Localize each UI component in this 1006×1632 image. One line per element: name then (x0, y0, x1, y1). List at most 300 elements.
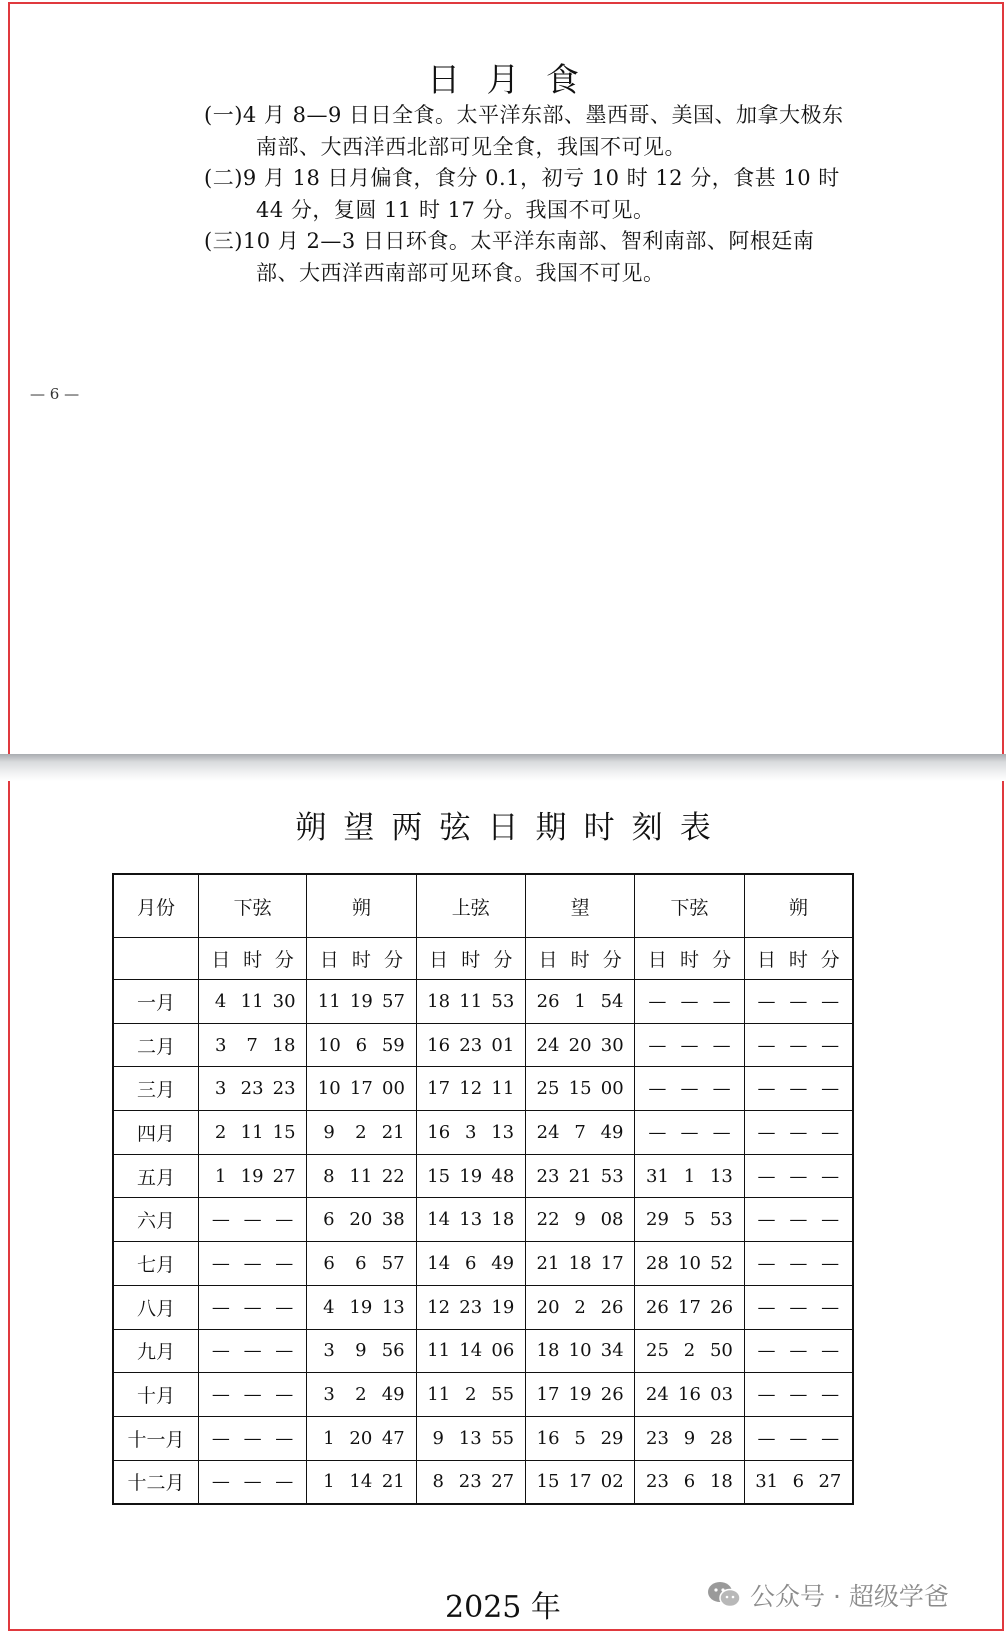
day-hour-minute-subheader (416, 938, 525, 980)
time-value: 7 (246, 1034, 258, 1056)
time-value: 23 (459, 1296, 483, 1318)
time-value: 10 (678, 1252, 701, 1274)
subheader-label: 日 (429, 949, 449, 971)
time-value: 18 (536, 1340, 560, 1362)
phase-time-cell (635, 1198, 744, 1242)
subheader-label: 时 (679, 949, 699, 971)
time-value: — (757, 1078, 776, 1100)
month-cell: 九月 (113, 1329, 199, 1373)
time-value: 8 (323, 1165, 335, 1187)
time-value: — (275, 1296, 294, 1318)
time-value: 17 (600, 1252, 624, 1274)
phase-time-cell (635, 1111, 744, 1155)
time-value: 53 (491, 990, 515, 1012)
time-value: — (789, 1252, 808, 1274)
time-value: 03 (710, 1384, 734, 1406)
time-value: 20 (349, 1427, 373, 1449)
phase-time-cell (744, 1329, 853, 1373)
time-value: 17 (427, 1078, 451, 1100)
phase-time-cell (635, 1067, 744, 1111)
time-value: 27 (491, 1471, 515, 1493)
time-value: — (789, 1296, 808, 1318)
time-value: 38 (381, 1209, 405, 1231)
time-value: 16 (427, 1034, 451, 1056)
time-value: 2 (355, 1121, 367, 1143)
subheader-label: 日 (211, 949, 231, 971)
time-value: 16 (427, 1121, 451, 1143)
phase-time-cell (307, 980, 416, 1024)
subheader-label: 时 (351, 949, 371, 971)
month-cell: 十月 (113, 1373, 199, 1417)
time-value: — (789, 1340, 808, 1362)
time-value: 10 (317, 1078, 341, 1100)
time-value: 25 (536, 1078, 560, 1100)
phase-time-cell (744, 1111, 853, 1155)
time-value: 6 (355, 1034, 368, 1056)
time-value: 15 (427, 1165, 451, 1187)
phase-time-cell (744, 1285, 853, 1329)
table-subheader-row (113, 938, 853, 980)
phase-time-cell (744, 1416, 853, 1460)
month-cell: 五月 (113, 1154, 199, 1198)
phase-time-cell (635, 1416, 744, 1460)
time-value: 13 (709, 1165, 733, 1187)
time-value: 06 (491, 1340, 515, 1362)
time-value: 29 (600, 1427, 624, 1449)
phase-time-cell (199, 1460, 307, 1504)
time-value: — (243, 1384, 262, 1406)
time-value: 1 (683, 1165, 696, 1187)
time-value: 17 (536, 1384, 560, 1406)
time-value: 27 (272, 1165, 296, 1187)
time-value: 12 (427, 1296, 451, 1318)
time-value: — (243, 1427, 262, 1449)
time-value: 25 (646, 1340, 669, 1362)
time-value: 20 (568, 1034, 592, 1056)
phase-time-cell (307, 1460, 416, 1504)
phase-time-cell (199, 1285, 307, 1329)
time-value: 56 (381, 1340, 405, 1362)
time-value: 9 (355, 1340, 367, 1362)
column-header: 朔 (744, 874, 853, 938)
time-value: 23 (272, 1078, 296, 1100)
time-value: 6 (464, 1252, 477, 1274)
time-value: 31 (646, 1165, 669, 1187)
subheader-label: 分 (383, 949, 403, 971)
time-value: — (821, 990, 840, 1012)
time-value: 11 (427, 1384, 451, 1406)
time-value: — (211, 1471, 230, 1493)
time-value: 55 (491, 1427, 515, 1449)
time-value: — (712, 1121, 731, 1143)
time-value: 00 (382, 1078, 405, 1100)
time-value: — (712, 1078, 731, 1100)
time-value: — (648, 1121, 667, 1143)
time-value: — (757, 1296, 776, 1318)
eclipse-item: (二)9 月 18 日月偏食，食分 0.1，初亏 10 时 12 分，食甚 10 时 44 分，复圆 11 时 17 分。我国不可见。 (204, 166, 840, 222)
time-value: — (712, 990, 731, 1012)
phase-time-cell (525, 1111, 634, 1155)
time-value: 5 (683, 1209, 696, 1231)
time-value: — (821, 1209, 840, 1231)
time-value: — (275, 1384, 294, 1406)
phase-time-cell (416, 1285, 525, 1329)
phase-time-cell (525, 1067, 634, 1111)
time-value: 9 (683, 1427, 696, 1449)
year-footer: 2025 年 (445, 1590, 561, 1625)
time-value: 19 (491, 1296, 515, 1318)
time-value: 10 (568, 1340, 592, 1362)
subheader-label: 分 (274, 949, 294, 971)
time-value: — (243, 1471, 262, 1493)
time-value: 18 (491, 1209, 515, 1231)
time-value: 49 (491, 1252, 515, 1274)
phase-time-cell (525, 1154, 634, 1198)
time-value: 13 (459, 1209, 483, 1231)
day-hour-minute-subheader (525, 938, 634, 980)
time-value: — (789, 1427, 808, 1449)
table-row (113, 1198, 853, 1242)
time-value: 6 (683, 1471, 696, 1493)
time-value: 19 (349, 1296, 373, 1318)
phase-time-cell (744, 1373, 853, 1417)
time-value: — (821, 1296, 840, 1318)
time-value: 1 (574, 990, 586, 1012)
time-value: 31 (755, 1471, 779, 1493)
phase-time-cell (307, 1242, 416, 1286)
time-value: 2 (464, 1384, 477, 1406)
subheader-label: 日 (538, 949, 558, 971)
time-value: — (757, 990, 776, 1012)
time-value: 08 (600, 1209, 624, 1231)
time-value: 02 (600, 1471, 624, 1493)
month-cell: 六月 (113, 1198, 199, 1242)
time-value: 22 (381, 1165, 405, 1187)
time-value: 26 (536, 990, 560, 1012)
time-value: 14 (349, 1471, 373, 1493)
time-value: — (821, 1340, 840, 1362)
time-value: 47 (381, 1427, 405, 1449)
time-value: — (211, 1252, 230, 1274)
time-value: — (821, 1121, 840, 1143)
time-value: — (821, 1165, 840, 1187)
month-cell: 八月 (113, 1285, 199, 1329)
time-value: 4 (323, 1296, 335, 1318)
phase-time-cell (307, 1067, 416, 1111)
time-value: 6 (323, 1209, 335, 1231)
phase-time-cell (199, 1198, 307, 1242)
month-cell: 十二月 (113, 1460, 199, 1504)
phase-time-cell (635, 1023, 744, 1067)
time-value: 6 (355, 1252, 367, 1274)
time-value: 59 (381, 1034, 405, 1056)
time-value: — (757, 1252, 776, 1274)
phase-time-cell (744, 1067, 853, 1111)
time-value: — (757, 1427, 776, 1449)
phase-time-cell (525, 980, 634, 1024)
phase-time-cell (525, 1416, 634, 1460)
eclipse-list (204, 100, 844, 289)
time-value: 17 (349, 1078, 373, 1100)
phase-time-cell (416, 1067, 525, 1111)
time-value: — (648, 1034, 667, 1056)
time-value: 18 (272, 1034, 296, 1056)
empty-header-cell (113, 938, 199, 980)
phase-time-cell (525, 1373, 634, 1417)
time-value: 24 (536, 1034, 560, 1056)
time-value: 57 (382, 990, 405, 1012)
time-value: 52 (710, 1252, 734, 1274)
time-value: 13 (381, 1296, 405, 1318)
time-value: 00 (600, 1078, 624, 1100)
phase-time-cell (199, 1373, 307, 1417)
time-value: — (789, 1165, 808, 1187)
eclipse-section-title: 日月食 (427, 60, 606, 99)
phase-time-cell (199, 1154, 307, 1198)
phase-time-cell (744, 1023, 853, 1067)
subheader-label: 时 (461, 949, 481, 971)
phase-time-cell (307, 1023, 416, 1067)
month-cell: 二月 (113, 1023, 199, 1067)
time-value: 22 (536, 1209, 560, 1231)
time-value: — (789, 1034, 808, 1056)
subheader-label: 时 (788, 949, 808, 971)
column-header: 上弦 (416, 874, 525, 938)
phase-time-cell (307, 1416, 416, 1460)
time-value: 55 (491, 1384, 515, 1406)
time-value: — (821, 1078, 840, 1100)
subheader-label: 日 (647, 949, 667, 971)
time-value: 26 (600, 1296, 624, 1318)
time-value: 50 (709, 1340, 733, 1362)
phase-time-cell (744, 1154, 853, 1198)
time-value: — (757, 1121, 776, 1143)
time-value: 8 (432, 1471, 444, 1493)
time-value: — (275, 1209, 294, 1231)
time-value: 24 (536, 1121, 560, 1143)
time-value: 13 (491, 1121, 515, 1143)
table-row (113, 1373, 853, 1417)
time-value: 21 (568, 1165, 592, 1187)
time-value: 15 (568, 1078, 592, 1100)
time-value: — (680, 1121, 699, 1143)
time-value: 15 (272, 1121, 296, 1143)
day-hour-minute-subheader (199, 938, 307, 980)
time-value: 11 (240, 990, 264, 1012)
time-value: 16 (678, 1384, 701, 1406)
phase-time-cell (199, 1067, 307, 1111)
phase-time-cell (307, 1373, 416, 1417)
time-value: 14 (427, 1209, 451, 1231)
time-value: — (757, 1384, 776, 1406)
subheader-label: 日 (757, 949, 777, 971)
time-value: — (243, 1340, 262, 1362)
time-value: — (648, 990, 667, 1012)
time-value: 26 (710, 1296, 734, 1318)
time-value: — (275, 1427, 294, 1449)
time-value: — (275, 1340, 294, 1362)
table-header-row (113, 874, 853, 938)
table-row (113, 1460, 853, 1504)
column-header: 望 (525, 874, 634, 938)
time-value: 14 (427, 1252, 451, 1274)
phase-time-cell (199, 1023, 307, 1067)
time-value: 54 (600, 990, 624, 1012)
watermark (706, 1577, 949, 1613)
time-value: 10 (317, 1034, 341, 1056)
time-value: 11 (317, 990, 341, 1012)
time-value: — (648, 1078, 667, 1100)
phase-time-cell (635, 1373, 744, 1417)
page-divider (0, 754, 1006, 781)
time-value: 9 (574, 1209, 586, 1231)
time-value: 2 (214, 1121, 227, 1143)
time-value: 24 (645, 1384, 669, 1406)
month-cell: 三月 (113, 1067, 199, 1111)
eclipse-item: (三)10 月 2—3 日日环食。太平洋东南部、智利南部、阿根廷南部、大西洋西南部可见环食。我国不可见。 (204, 229, 815, 285)
time-value: 11 (491, 1078, 515, 1100)
subheader-label: 分 (820, 949, 840, 971)
phase-time-cell (525, 1460, 634, 1504)
day-hour-minute-subheader (744, 938, 853, 980)
time-value: 57 (381, 1252, 405, 1274)
month-cell: 四月 (113, 1111, 199, 1155)
column-header: 下弦 (635, 874, 744, 938)
phase-time-cell (525, 1242, 634, 1286)
table-body (113, 980, 853, 1505)
time-value: 18 (709, 1471, 733, 1493)
time-value: 23 (240, 1078, 264, 1100)
time-value: 17 (568, 1471, 592, 1493)
time-value: 23 (458, 1471, 482, 1493)
moon-phase-table-title: 朔望两弦日期时刻表 (295, 810, 728, 846)
time-value: 28 (645, 1252, 669, 1274)
time-value: 28 (709, 1427, 733, 1449)
time-value: 19 (349, 990, 373, 1012)
time-value: — (680, 1078, 699, 1100)
phase-time-cell (307, 1198, 416, 1242)
time-value: 26 (600, 1384, 624, 1406)
time-value: — (821, 1427, 840, 1449)
time-value: — (680, 990, 699, 1012)
time-value: — (789, 1121, 808, 1143)
time-value: 3 (323, 1340, 335, 1362)
time-value: 48 (491, 1165, 515, 1187)
time-value: 3 (214, 1034, 227, 1056)
wechat-icon (706, 1580, 742, 1610)
time-value: 6 (792, 1471, 805, 1493)
column-header: 月份 (113, 874, 199, 938)
phase-time-cell (635, 1329, 744, 1373)
time-value: — (243, 1252, 262, 1274)
watermark-text: 公众号 · 超级学爸 (750, 1582, 949, 1611)
time-value: 3 (323, 1384, 335, 1406)
phase-time-cell (525, 1329, 634, 1373)
time-value: 11 (459, 990, 483, 1012)
time-value: — (789, 1209, 808, 1231)
time-value: 1 (214, 1165, 227, 1187)
time-value: — (243, 1296, 262, 1318)
time-value: 49 (381, 1384, 405, 1406)
column-header: 下弦 (199, 874, 307, 938)
subheader-label: 分 (602, 949, 622, 971)
time-value: 49 (600, 1121, 624, 1143)
time-value: 11 (240, 1121, 264, 1143)
time-value: 18 (568, 1252, 592, 1274)
time-value: 17 (678, 1296, 701, 1318)
time-value: 6 (323, 1252, 335, 1274)
time-value: 23 (646, 1471, 669, 1493)
time-value: 16 (536, 1427, 560, 1449)
phase-time-cell (416, 980, 525, 1024)
month-cell: 七月 (113, 1242, 199, 1286)
table-row (113, 1242, 853, 1286)
phase-time-cell (199, 980, 307, 1024)
month-cell: 十一月 (113, 1416, 199, 1460)
table-row (113, 980, 853, 1024)
phase-time-cell (416, 1329, 525, 1373)
time-value: — (757, 1165, 776, 1187)
phase-time-cell (744, 1242, 853, 1286)
time-value: 2 (574, 1296, 586, 1318)
table-row (113, 1285, 853, 1329)
phase-time-cell (744, 980, 853, 1024)
subheader-label: 分 (493, 949, 513, 971)
phase-time-cell (416, 1154, 525, 1198)
column-header: 朔 (307, 874, 416, 938)
phase-time-cell (525, 1285, 634, 1329)
table-row (113, 1111, 853, 1155)
time-value: 34 (600, 1340, 624, 1362)
time-value: 3 (214, 1078, 227, 1100)
phase-time-cell (416, 1198, 525, 1242)
time-value: 5 (574, 1427, 586, 1449)
month-cell: 一月 (113, 980, 199, 1024)
subheader-label: 时 (570, 949, 590, 971)
time-value: 19 (240, 1165, 264, 1187)
phase-time-cell (199, 1416, 307, 1460)
time-value: 21 (381, 1121, 405, 1143)
time-value: 23 (459, 1034, 483, 1056)
time-value: 12 (459, 1078, 483, 1100)
phase-time-cell (744, 1460, 853, 1504)
time-value: 15 (536, 1471, 560, 1493)
time-value: 29 (646, 1209, 669, 1231)
day-hour-minute-subheader (307, 938, 416, 980)
phase-time-cell (744, 1198, 853, 1242)
time-value: — (757, 1209, 776, 1231)
time-value: 23 (536, 1165, 560, 1187)
page-number: — 6 — (30, 385, 80, 403)
phase-time-cell (416, 1023, 525, 1067)
time-value: 7 (574, 1121, 586, 1143)
time-value: — (757, 1340, 776, 1362)
time-value: — (821, 1034, 840, 1056)
time-value: — (680, 1034, 699, 1056)
phase-time-cell (307, 1329, 416, 1373)
phase-time-cell (307, 1154, 416, 1198)
phase-time-cell (199, 1329, 307, 1373)
subheader-label: 时 (243, 949, 263, 971)
phase-time-cell (525, 1198, 634, 1242)
time-value: 53 (600, 1165, 624, 1187)
moon-phase-table (112, 873, 854, 1505)
eclipse-item: (一)4 月 8—9 日日全食。太平洋东部、墨西哥、美国、加拿大极东南部、大西洋西北部可见全食，我国不可见。 (204, 103, 844, 159)
phase-time-cell (199, 1111, 307, 1155)
subheader-label: 分 (712, 949, 732, 971)
time-value: — (789, 1384, 808, 1406)
time-value: — (275, 1252, 294, 1274)
